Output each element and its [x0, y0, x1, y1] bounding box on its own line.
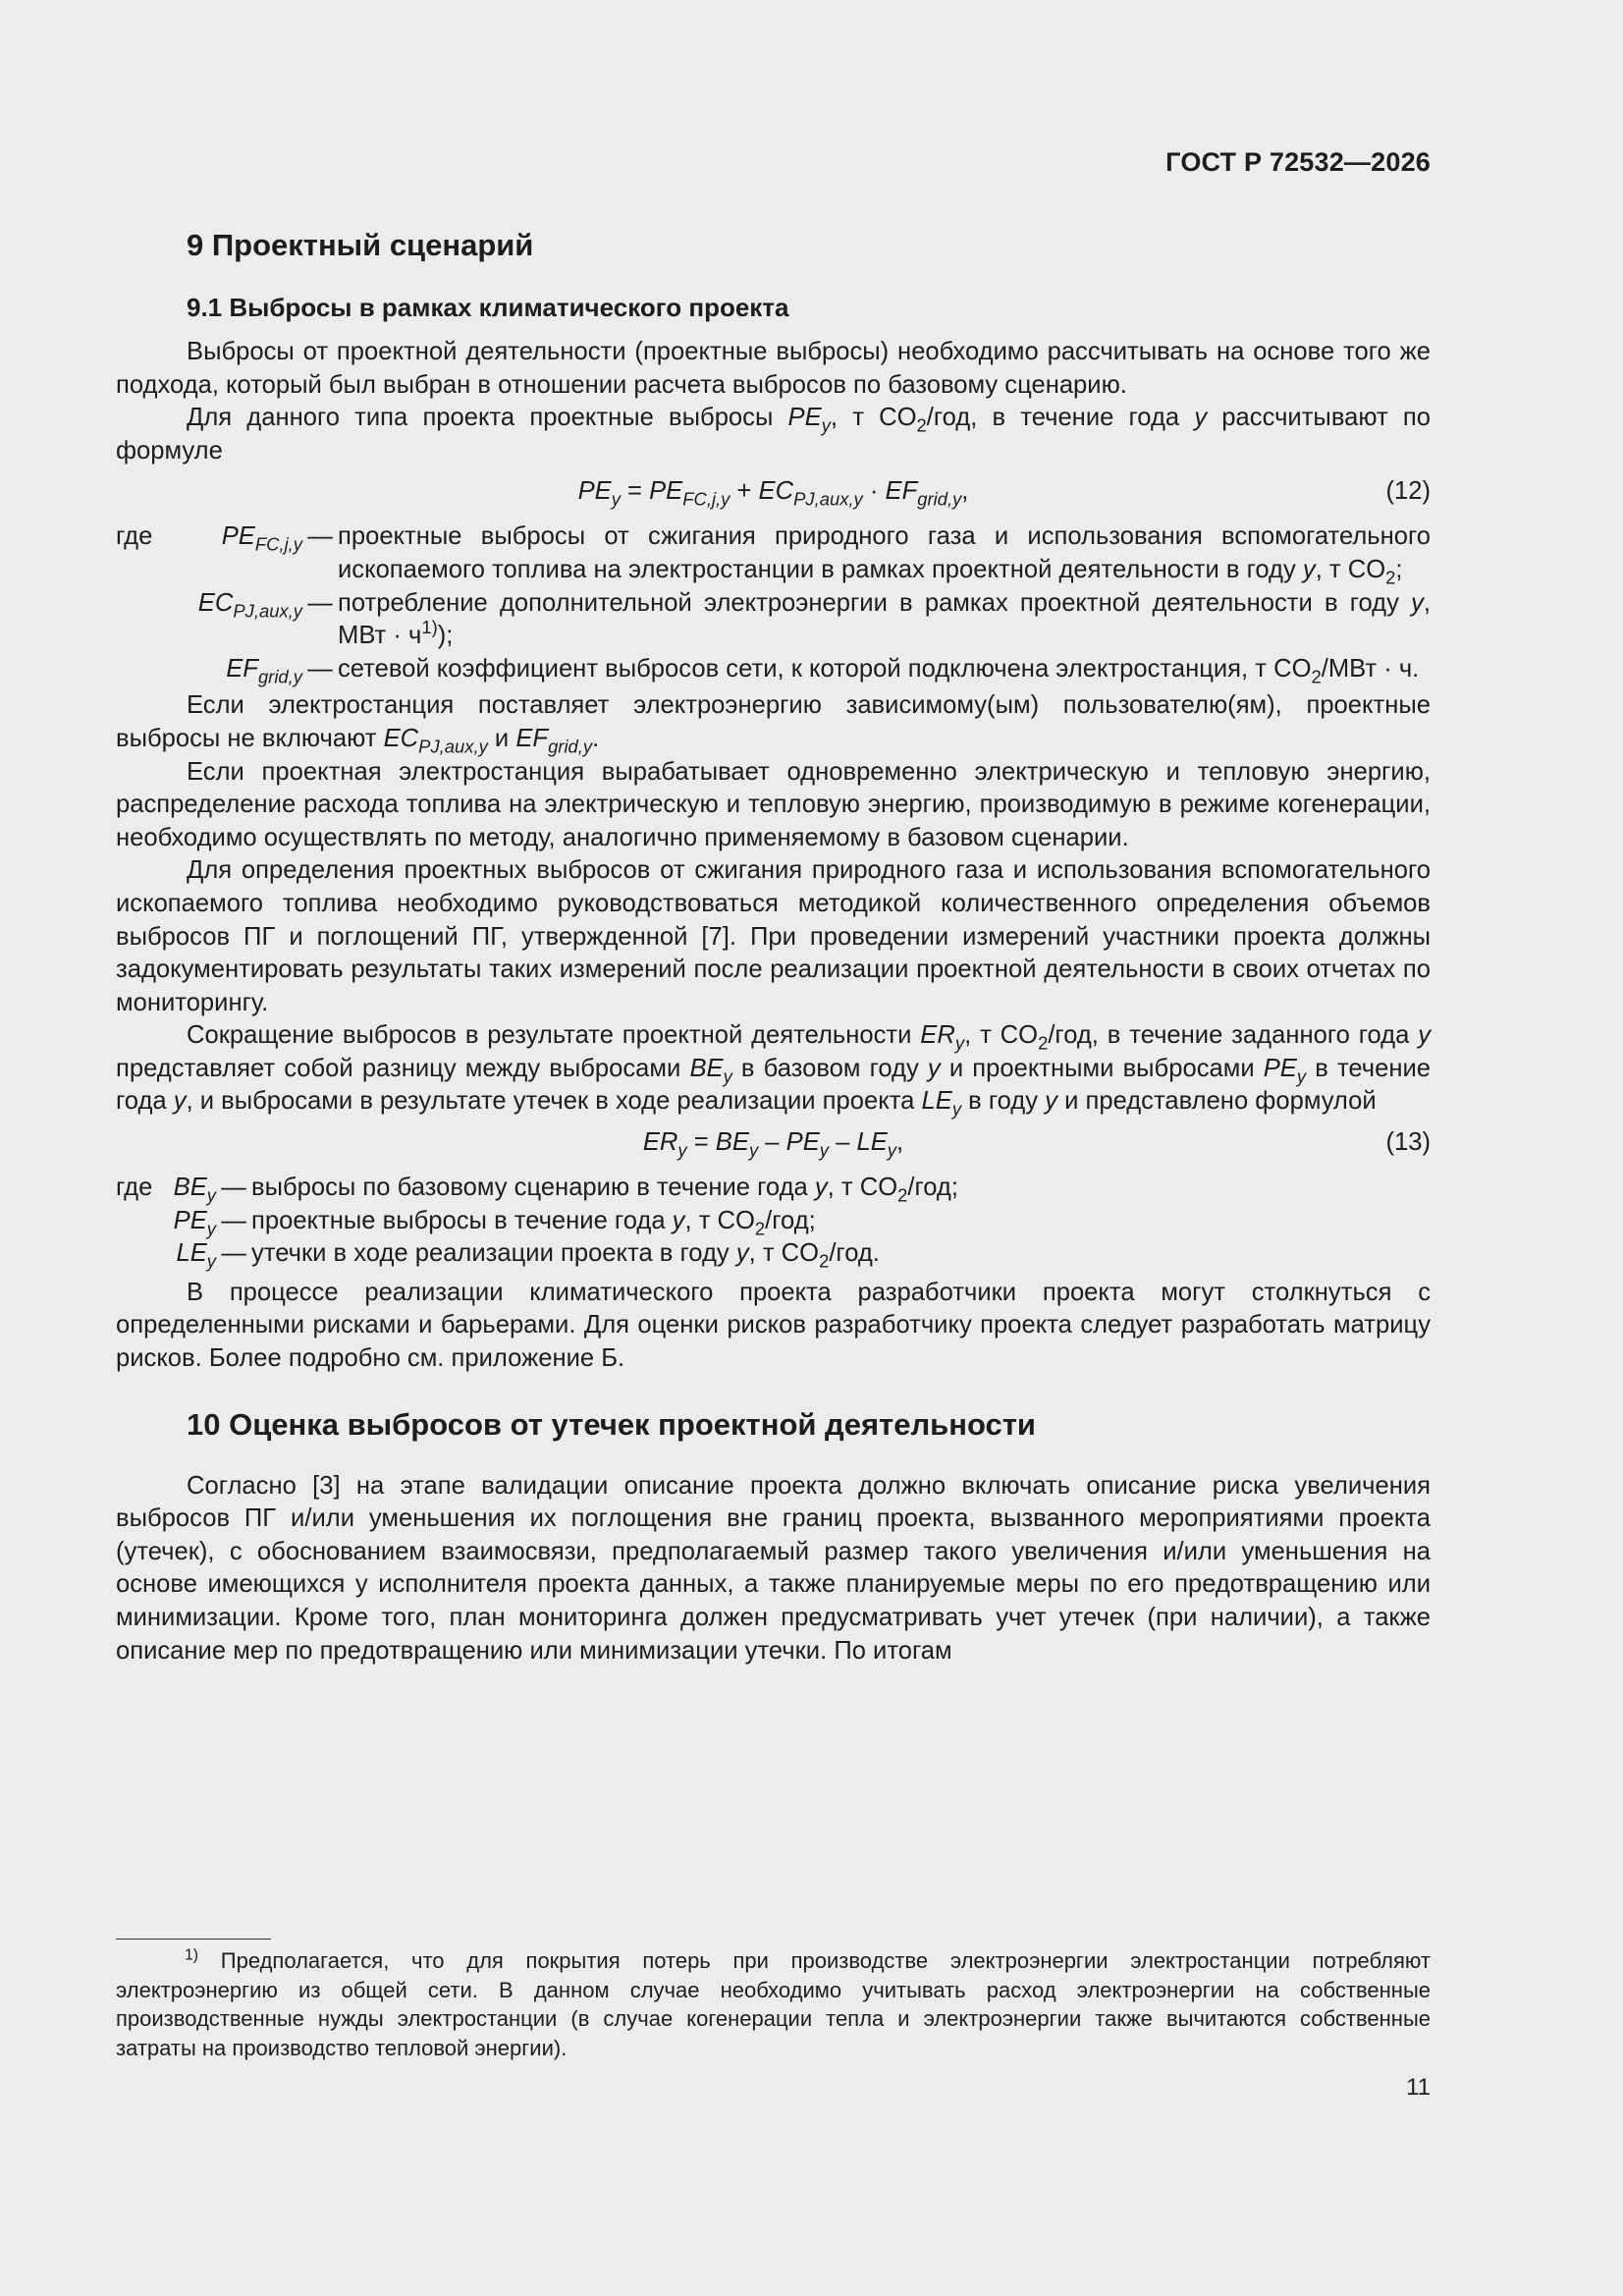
footnote-ref: 1) — [421, 617, 438, 638]
footnote-mark: 1) — [185, 1946, 199, 1964]
paragraph: В процессе реализации климатического проекта разработчики проекта могут столкнуться с определенными рисками и барьерами. Для оценки рисков разработчику проекта следует разработать матрицу рисков. Более подробно см. приложение Б. — [116, 1278, 1431, 1373]
footnote: $^{1)}$ Предполагается, что для покрытия потерь при производстве электроэнергии электростанции потребляют электроэнергию из общей сети. В данном случае необходимо учитывать расход электроэнергии на собственные производственные нужды электростанции (в случае когенерации тепла и электроэнергии также вычитаются собственные затраты на производство тепловой энергии). — [116, 1946, 1431, 2060]
page-content — [116, 226, 1431, 1667]
definition-item: $EC_{PJ,aux,y}$ — потребление дополнительной электроэнергии в рамках проектной деятельности в году y, МВт · $ч^{1)}$); — [197, 588, 1431, 650]
formula-12: $PE_y = PE_{FC,j,y} + EC_{PJ,aux,y} \cdot EF_{grid,y}$, (12) — [577, 477, 1431, 510]
subsection-9-1-title: 9.1 Выбросы в рамках климатического проекта — [187, 293, 789, 322]
formula-number: (13) — [1385, 1128, 1431, 1157]
paragraph: Если проектная электростанция вырабатывает одновременно электрическую и тепловую энергию, распределение расхода топлива на электрическую и тепловую энергию, производимую в режиме когенерации, необходимо осуществлять по методу, аналогично применяемому в базовом сценарии. — [116, 757, 1431, 851]
footnote-divider — [116, 1939, 271, 1940]
paragraph: Согласно [3] на этапе валидации описание проекта должно включать описание риска увеличения выбросов ПГ и/или уменьшения их поглощения вне границ проекта, вызванного мероприятиями проекта (утечек), с обоснованием взаимосвязи, предполагаемый размер такого увеличения и/или уменьшения на основе имеющихся у исполнителя проекта данных, а также планируемые меры по его предотвращению или минимизации. Кроме того, план мониторинга должен предусматривать учет утечек (при наличии), а также описание мер по предотвращению или минимизации утечки. По итогам — [116, 1471, 1431, 1665]
formula-number: (12) — [1385, 477, 1431, 506]
page-number: 11 — [1406, 2074, 1431, 2101]
paragraph: Если электростанция поставляет электроэнергию зависимому(ым) пользователю(ям), проектные выбросы не включают $EC_{PJ,aux,y}$ и $EF_{grid,y}$. — [116, 691, 1431, 757]
definition-item: $PE_y$ — проектные выбросы в течение года y, т $CO_2$/год; — [173, 1206, 816, 1239]
definition-item: $EF_{grid,y}$ — сетевой коэффициент выбросов сети, к которой подключена электростанция, т $CO_2$/МВт · ч. — [226, 654, 1420, 687]
definition-item: где $PE_{FC,j,y}$ — проектные выбросы от сжигания природного газа и использования вспомогательного ископаемого топлива на электростанции в рамках проектной деятельности в году y, т $CO_2$; — [116, 522, 1431, 588]
definition-item: $LE_y$ — утечки в ходе реализации проекта в году y, т $CO_2$/год. — [176, 1239, 880, 1272]
paragraph: Сокращение выбросов в результате проектной деятельности $ER_y$, т $CO_2$/год, в течение заданного года y представляет собой разницу между выбросами $BE_y$ в базовом году y и проектными выбросами $PE_y$ в течение года y, и выбросами в результате утечек в ходе реализации проекта $LE_y$ в году y и представлено формулой — [116, 1021, 1432, 1120]
section-10-title: 10 Оценка выбросов от утечек проектной деятельности — [187, 1406, 1036, 1442]
document-header: ГОСТ Р 72532—2026 — [1165, 147, 1431, 177]
definition-item: где $BE_y$ — выбросы по базовому сценарию в течение года y, т $CO_2$/год; — [116, 1174, 958, 1206]
section-9-title: 9 Проектный сценарий — [187, 228, 534, 262]
formula-13: $ER_y = BE_y - PE_y - LE_y$, (13) — [642, 1128, 1431, 1161]
paragraph: Для определения проектных выбросов от сжигания природного газа и использования вспомогательного ископаемого топлива необходимо руководствоваться методикой количественного определения объемов выбросов ПГ и поглощений ПГ, утвержденной [7]. При проведении измерений участники проекта должны задокументировать результаты таких измерений после реализации проектной деятельности в своих отчетах по мониторингу. — [116, 856, 1431, 1016]
paragraph: Выбросы от проектной деятельности (проектные выбросы) необходимо рассчитывать на основе того же подхода, который был выбран в отношении расчета выбросов по базовому сценарию. — [116, 338, 1431, 399]
paragraph: Для данного типа проекта проектные выбросы $PE_y$, т $CO_2$/год, в течение года y рассчитывают по формуле — [116, 404, 1431, 465]
